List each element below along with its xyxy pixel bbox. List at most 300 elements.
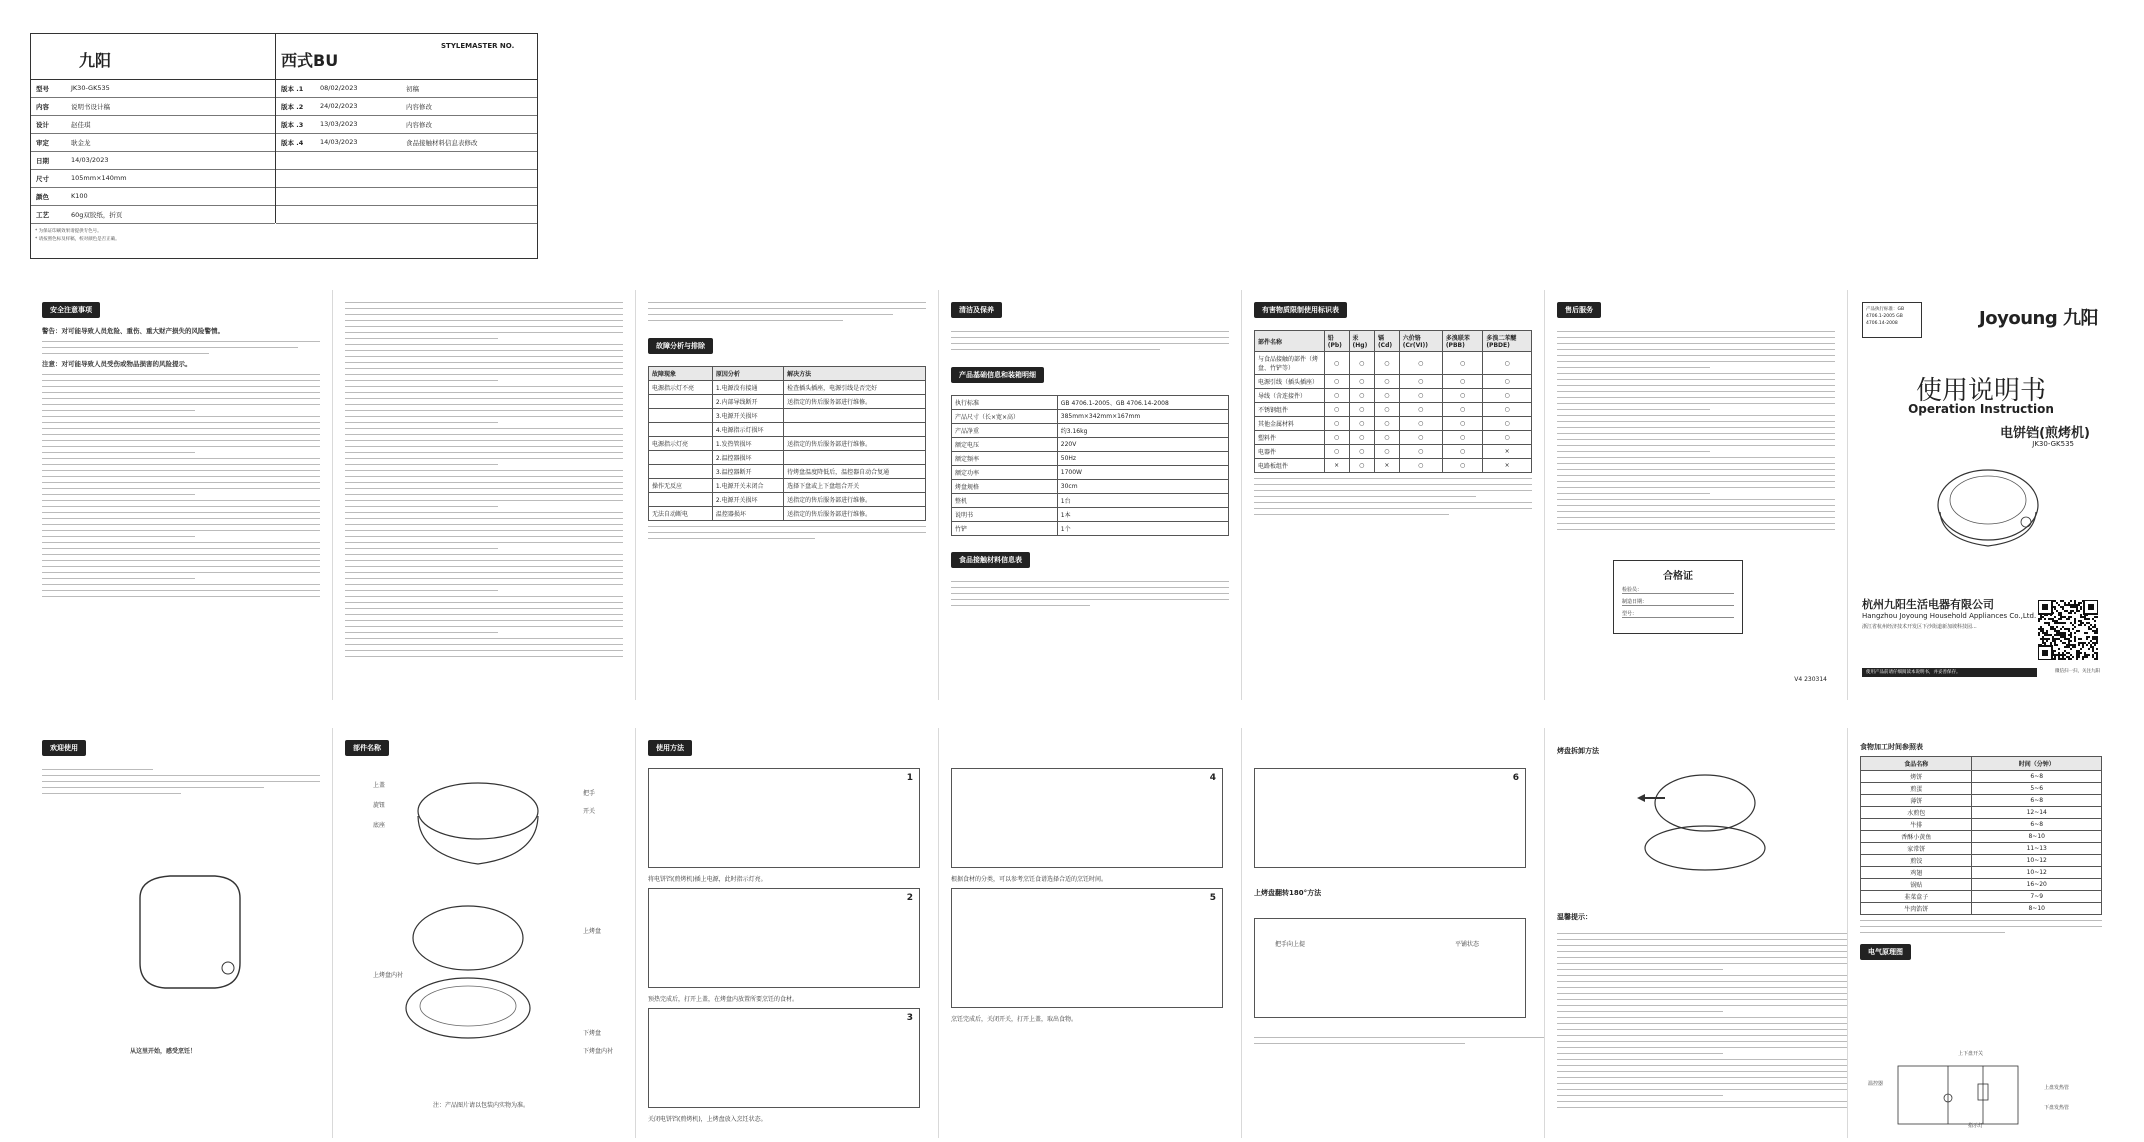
table-cell: 2.电源开关损坏 [712,493,783,507]
table-cell: ○ [1324,375,1349,389]
part-label: 旋钮 [373,802,386,809]
product-name: 电饼铛(煎烤机) [2000,426,2090,441]
part-label: 下烤盘 [583,1030,602,1037]
table-cell: 30cm [1057,480,1228,494]
time-table [1860,756,2102,915]
version-label: V4 230314 [1794,676,1827,683]
version-row [276,98,537,116]
table-row [952,494,1229,508]
circuit-label: 上盘发热管 [2044,1085,2070,1091]
text-lines [1557,331,1835,530]
table-cell: 10~12 [1972,867,2102,879]
table-cell: 检查插头插座，电源引线是否完好 [784,381,926,395]
circuit-label: 温控器 [1868,1081,1884,1087]
table-cell: × [1374,459,1399,473]
table-row [1255,352,1532,375]
spec-row [31,206,275,224]
table-cell: ○ [1374,375,1399,389]
table-cell: 产品净重 [952,424,1058,438]
footer-scan: 微信扫一扫，关注九阳 [2055,669,2100,674]
part-label: 上烤盘内衬 [373,972,404,979]
spec-key: 工艺 [36,211,49,219]
welcome-caption: 从这里开始，感受烹饪！ [130,1048,197,1055]
circuit-label: 下盘发热管 [2044,1105,2070,1111]
table-cell: ○ [1399,403,1442,417]
table-header: 时间（分钟） [1972,757,2102,771]
panel-after-sales [1545,290,1848,700]
table-cell: 1.发热管损坏 [712,437,783,451]
table-cell: 烤盘规格 [952,480,1058,494]
table-cell: 1个 [1057,522,1228,536]
table-cell: 塑料件 [1255,431,1325,445]
table-cell: 选择下盘或上下盘组合开关 [784,479,926,493]
table-cell: × [1483,445,1532,459]
version-key: 版本 .4 [281,139,304,147]
table-cell [784,409,926,423]
table-cell: 额定频率 [952,452,1058,466]
spec-value: K100 [71,192,88,200]
appliance-closed-illustration [403,776,553,876]
table-cell: ○ [1374,352,1399,375]
table-cell: 韭菜盒子 [1861,891,1972,903]
table-row [649,507,926,521]
table-cell: 送指定的售后服务部进行维修。 [784,437,926,451]
text-lines [42,374,320,597]
table-cell: 1台 [1057,494,1228,508]
step-box: 4 [951,768,1223,868]
table-cell: 无法自动断电 [649,507,713,521]
spec-row [31,116,275,134]
circuit-label: 上下盘开关 [1958,1051,1984,1057]
panel-remove [1545,728,1848,1138]
standard-box: 产品执行标准：GB 4706.1-2005 GB 4706.14-2008 [1862,302,1922,338]
table-header: 解决方法 [784,367,926,381]
table-row [1861,891,2102,903]
table-cell: ○ [1442,352,1483,375]
table-header: 故障现象 [649,367,713,381]
spec-row [31,98,275,116]
section-title: 电气原理图 [1860,944,1911,960]
table-cell: ○ [1483,352,1532,375]
table-cell: ○ [1374,431,1399,445]
table-cell: 鸡翅 [1861,867,1972,879]
company-address: 浙江省杭州经济技术开发区下沙街道新加坡科技园... [1862,624,1977,630]
version-date: 24/02/2023 [320,102,358,110]
spec-key: 内容 [36,103,49,111]
panel-usage [636,728,939,1138]
spec-row [31,188,275,206]
spec-value: JK30-GK535 [71,84,110,92]
language-label: 西式BU [281,51,339,70]
table-cell: ○ [1442,403,1483,417]
table-cell: 电路板组件 [1255,459,1325,473]
table-cell: 50Hz [1057,452,1228,466]
step-caption: 关闭电饼铛(煎烤机)，上烤盘放入烹饪状态。 [648,1116,767,1123]
table-row [649,395,926,409]
spec-notes [35,228,120,244]
spec-header [31,34,537,80]
table-row [649,479,926,493]
table-cell: ○ [1399,389,1442,403]
table-header: 六价铬(Cr(VI)) [1399,331,1442,352]
table-cell: ○ [1374,403,1399,417]
text-lines [951,581,1229,606]
table-row [1861,819,2102,831]
qr-code-icon [2038,600,2098,660]
table-row [1861,903,2102,915]
part-label: 开关 [583,808,596,815]
table-cell: ○ [1442,445,1483,459]
certificate-line: 制造日期： [1622,598,1734,606]
panel-clean-params [939,290,1242,700]
section-title: 欢迎使用 [42,740,86,756]
certificate-title: 合格证 [1663,571,1693,582]
version-key: 版本 .3 [281,121,304,129]
table-header: 部件名称 [1255,331,1325,352]
table-row [952,480,1229,494]
faults-table [648,366,926,521]
table-cell: 温控器损坏 [712,507,783,521]
table-cell: ○ [1349,459,1374,473]
part-label: 下烤盘内衬 [583,1048,614,1055]
text-lines [648,526,926,539]
part-label: 上盖 [373,782,386,789]
panel-cover [1848,290,2114,700]
table-row [952,452,1229,466]
table-cell: 8~10 [1972,831,2102,843]
section-title: 售后服务 [1557,302,1601,318]
table-cell: 385mm×342mm×167mm [1057,410,1228,424]
table-row [1255,417,1532,431]
table-cell: 3.温控器断开 [712,465,783,479]
table-cell: × [1324,459,1349,473]
spec-value: 说明书设计稿 [71,103,110,111]
table-cell: 5~6 [1972,783,2102,795]
spec-row [31,170,275,188]
table-cell: ○ [1483,375,1532,389]
table-cell: 2.温控器损坏 [712,451,783,465]
step-caption: 预热完成后，打开上盖，在烤盘内放置所要烹饪的食材。 [648,996,799,1003]
table-cell: 220V [1057,438,1228,452]
table-cell: ○ [1349,445,1374,459]
spec-value: 赵佳琪 [71,121,91,129]
text-lines [951,331,1229,350]
version-row [276,206,537,224]
table-row [1255,403,1532,417]
table-cell: 薄饼 [1861,795,1972,807]
table-cell: 10~12 [1972,855,2102,867]
params-table [951,395,1229,536]
table-cell: 执行标准 [952,396,1058,410]
panel-parts [333,728,636,1138]
table-row [952,466,1229,480]
table-row [1861,807,2102,819]
table-header: 多溴二苯醚(PBDE) [1483,331,1532,352]
manual-title: 使用说明书 [1915,376,2046,406]
table-row [1255,459,1532,473]
table-cell: 1本 [1057,508,1228,522]
table-cell: 6~8 [1972,819,2102,831]
spec-key: 设计 [36,121,49,129]
panel-welcome [30,728,333,1138]
spec-key: 型号 [36,85,49,93]
table-cell [649,423,713,437]
table-cell: ○ [1349,403,1374,417]
table-cell: ○ [1324,403,1349,417]
table-cell: ○ [1399,352,1442,375]
parts-note: 注：产品图片请以包装内实物为准。 [433,1102,530,1109]
table-header: 多溴联苯(PBB) [1442,331,1483,352]
table-cell: 香酥小黄鱼 [1861,831,1972,843]
spec-value: 14/03/2023 [71,156,109,164]
circuit-label: 指示灯 [1968,1123,1984,1129]
table-cell: 操作无反应 [649,479,713,493]
table-cell: ○ [1399,459,1442,473]
table-row [952,438,1229,452]
table-cell: 电器件 [1255,445,1325,459]
table-header: 镉(Cd) [1374,331,1399,352]
table-cell: ○ [1399,445,1442,459]
text-lines [42,341,320,354]
step-box: 1 [648,768,920,868]
section-title: 安全注意事项 [42,302,100,318]
version-date: 13/03/2023 [320,120,358,128]
panel-usage-2 [939,728,1242,1138]
table-cell: 待烤盘温度降低后，温控器自动合复通 [784,465,926,479]
table-row [952,396,1229,410]
table-cell: ○ [1442,459,1483,473]
caution-text: 注意：对可能导致人员受伤或物品损害的风险提示。 [42,360,192,368]
table-row [1255,389,1532,403]
panel-time-table [1848,728,2114,1138]
table-row [1861,867,2102,879]
company-name-en: Hangzhou Joyoung Household Appliances Co.,Ltd. [1862,612,2037,620]
table-cell: 额定电压 [952,438,1058,452]
table-cell [784,423,926,437]
table-cell: 整机 [952,494,1058,508]
table-row [1255,431,1532,445]
table-cell: 额定功率 [952,466,1058,480]
hazard-table [1254,330,1532,473]
table-cell: ○ [1442,375,1483,389]
table-cell: 与食品接触的部件（烤盘、竹铲等） [1255,352,1325,375]
manual-title-en: Operation Instruction [1908,402,2054,416]
table-cell: ○ [1374,389,1399,403]
table-row [649,409,926,423]
table-row [1255,375,1532,389]
warning-text: 警告：对可能导致人员危险、重伤、重大财产损失的风险警情。 [42,327,224,335]
version-note: 食品接触材料信息表修改 [406,139,478,147]
text-lines [345,302,623,657]
brand-logo: Joyoung 九阳 [1979,308,2098,329]
version-row [276,188,537,206]
table-cell: 送指定的售后服务部进行维修。 [784,395,926,409]
part-label: 底座 [373,822,386,829]
table-cell: 锅贴 [1861,879,1972,891]
spec-key: 日期 [36,157,49,165]
step-box: 3 [648,1008,920,1108]
table-cell: 6~8 [1972,795,2102,807]
table-header: 汞(Hg) [1349,331,1374,352]
table-cell: 电源指示灯亮 [649,437,713,451]
version-row [276,134,537,152]
table-cell: 约3.16kg [1057,424,1228,438]
table-cell: 电源指示灯不亮 [649,381,713,395]
version-key: 版本 .1 [281,85,304,93]
table-cell: ○ [1349,389,1374,403]
table-cell: 1.电源开关未闭合 [712,479,783,493]
table-cell: ○ [1324,389,1349,403]
spec-key: 尺寸 [36,175,49,183]
tips-title: 温馨提示： [1557,913,1592,921]
spec-row [31,152,275,170]
table-row [649,451,926,465]
table-row [952,522,1229,536]
time-title: 食物加工时间参照表 [1860,743,1923,751]
certificate [1613,560,1743,634]
table-cell: 6~8 [1972,771,2102,783]
text-lines [1254,1032,1545,1049]
table-cell: 11~13 [1972,843,2102,855]
panel-safety [30,290,333,700]
text-lines [648,302,926,321]
flip-box [1254,918,1526,1018]
table-cell: 竹铲 [952,522,1058,536]
table-cell: 4.电源指示灯损坏 [712,423,783,437]
section-title: 故障分析与排除 [648,338,713,354]
note: * 为保证印刷效果请提供专色号。 [35,229,102,234]
remove-title: 烤盘拆卸方法 [1557,747,1599,755]
panel-flip [1242,728,1545,1138]
table-cell: 送指定的售后服务部进行维修。 [784,507,926,521]
table-cell: 导线（含连接件） [1255,389,1325,403]
table-cell: ○ [1349,431,1374,445]
table-row [1861,831,2102,843]
table-cell: 送指定的售后服务部进行维修。 [784,493,926,507]
section-title: 使用方法 [648,740,692,756]
step-caption: 烹饪完成后，关闭开关，打开上盖，取出食物。 [951,1016,1078,1023]
table-cell: 牛排 [1861,819,1972,831]
brand-name: 九阳 [79,51,112,70]
note: * 请按照色标及样稿，校对颜色是否正确。 [35,237,120,242]
table-cell: ○ [1442,389,1483,403]
table-cell: 3.电源开关损坏 [712,409,783,423]
table-header: 原因分析 [712,367,783,381]
table-row [1861,783,2102,795]
table-cell: 2.内部导线断开 [712,395,783,409]
version-row [276,116,537,134]
spec-card [30,33,538,259]
text-lines [1254,478,1532,515]
flip-title: 上烤盘翻转180°方法 [1254,889,1322,897]
step-box: 6 [1254,768,1526,868]
version-row [276,170,537,188]
version-row [276,152,537,170]
text-lines [42,769,320,794]
company-name: 杭州九阳生活电器有限公司 [1862,598,1994,611]
table-cell: ○ [1324,417,1349,431]
version-row [276,80,537,98]
table-cell: GB 4706.1-2005、GB 4706.14-2008 [1057,396,1228,410]
table-cell: 8~10 [1972,903,2102,915]
table-cell: 烤饼 [1861,771,1972,783]
table-cell: 家常饼 [1861,843,1972,855]
table-row [649,465,926,479]
table-cell: × [1483,459,1532,473]
table-row [952,508,1229,522]
table-row [952,410,1229,424]
table-cell: 12~14 [1972,807,2102,819]
table-cell: 牛肉馅饼 [1861,903,1972,915]
circuit-diagram [1888,1058,2038,1133]
part-label: 上烤盘 [583,928,602,935]
table-cell: 说明书 [952,508,1058,522]
step-box: 2 [648,888,920,988]
table-cell: 7~9 [1972,891,2102,903]
section-title: 产品基础信息和装箱明细 [951,367,1044,383]
step-caption: 根据食材的分类，可以参考烹饪食谱选择合适的烹饪时间。 [951,876,1108,883]
table-cell: 煎蛋 [1861,783,1972,795]
table-cell: 电源引线（插头插座） [1255,375,1325,389]
spec-value: 105mm×140mm [71,174,127,182]
certificate-line: 检验员： [1622,586,1734,594]
version-date: 08/02/2023 [320,84,358,92]
table-cell: ○ [1483,389,1532,403]
section-title: 有害物质限制使用标识表 [1254,302,1347,318]
version-key: 版本 .2 [281,103,304,111]
table-row [1861,879,2102,891]
text-lines [1557,928,1848,1113]
spec-value: 60g双胶纸，折页 [71,211,123,219]
table-cell: ○ [1483,403,1532,417]
table-cell: 其他金属材料 [1255,417,1325,431]
table-cell: ○ [1483,431,1532,445]
step-box: 5 [951,888,1223,1008]
panel-safety-cont [333,290,636,700]
panel-hazard [1242,290,1545,700]
version-note: 内容修改 [406,121,432,129]
table-row [1255,445,1532,459]
flip-label-left: 把手向上提 [1275,941,1306,948]
spec-row [31,80,275,98]
table-cell: ○ [1442,417,1483,431]
table-cell: 16~20 [1972,879,2102,891]
table-row [1861,855,2102,867]
table-cell: 1700W [1057,466,1228,480]
table-cell: 不锈钢组件 [1255,403,1325,417]
text-lines [1860,920,2102,933]
step-caption: 将电饼铛(煎烤机)插上电源，此时指示灯亮。 [648,876,767,883]
appliance-illustration [120,868,260,998]
table-cell [784,451,926,465]
version-note: 初稿 [406,85,419,93]
version-date: 14/03/2023 [320,138,358,146]
table-cell: ○ [1349,417,1374,431]
table-row [952,424,1229,438]
appliance-illustration [1928,460,2048,560]
table-cell: ○ [1324,431,1349,445]
table-row [649,437,926,451]
remove-illustration [1625,768,1775,878]
table-cell: ○ [1399,431,1442,445]
table-header: 食品名称 [1861,757,1972,771]
flip-label-right: 平铺状态 [1455,941,1480,948]
table-row [649,493,926,507]
table-cell: 1.电源没有接通 [712,381,783,395]
table-row [1861,843,2102,855]
table-row [1861,795,2102,807]
version-note: 内容修改 [406,103,432,111]
